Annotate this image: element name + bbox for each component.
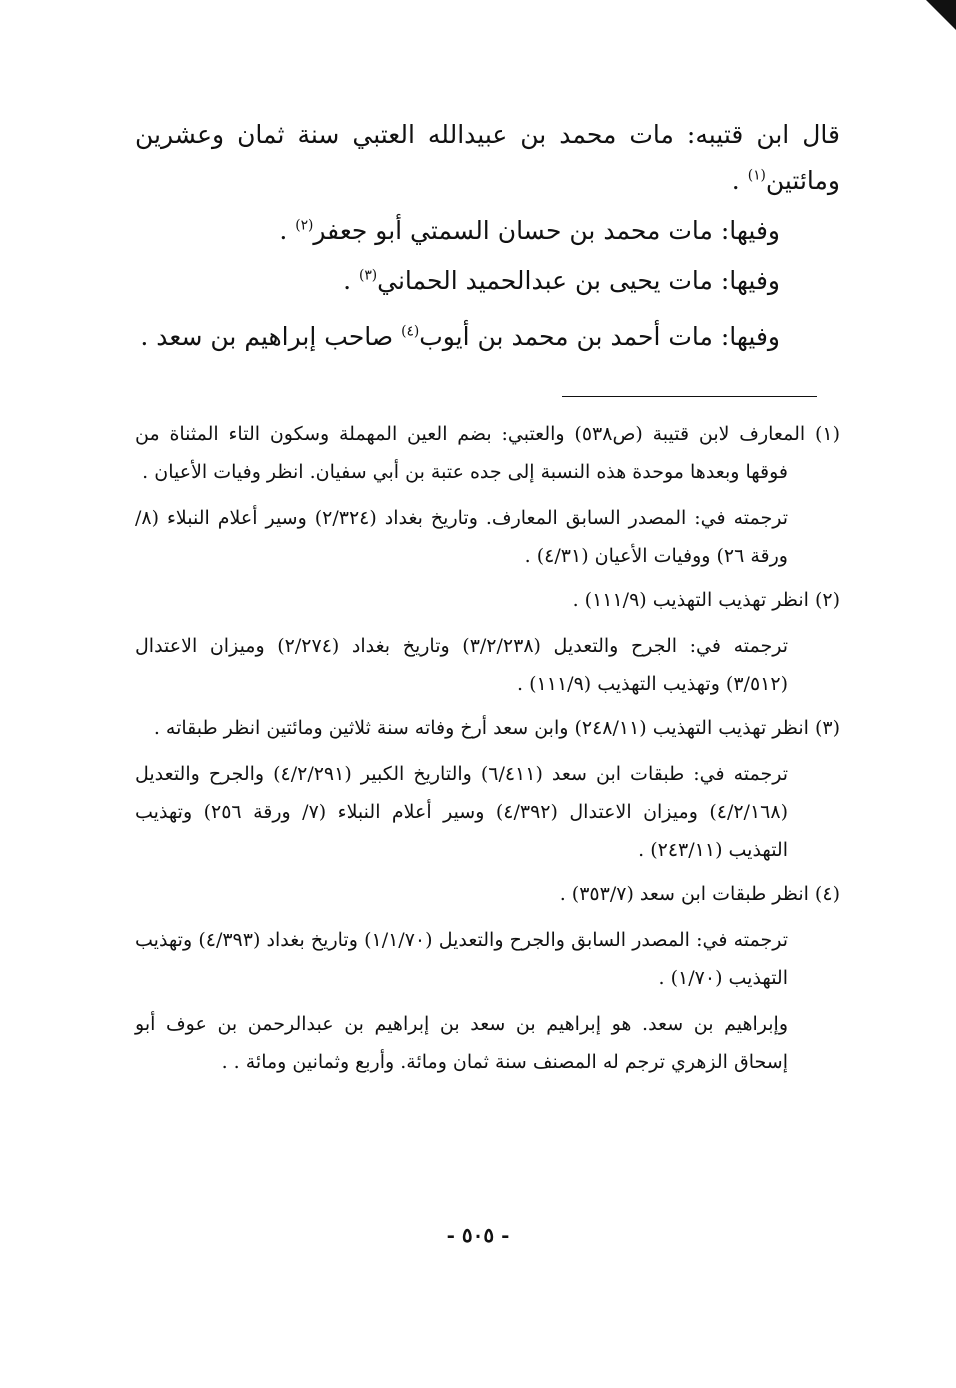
main-paragraph-2: وفيها: مات محمد بن حسان السمتي أبو جعفر$^{(٢)}$ . — [279, 216, 780, 245]
footnote-1-translation: ترجمته في: المصدر السابق المعارف. وتاريخ بغداد (٢/٣٢٤) وسير أعلام النبلاء (٨/ ورقة ٢٦) ووفيات الأعيان (٤/٣١) . — [135, 507, 788, 567]
footnote-4: (٤) انظر طبقات ابن سعد (٣٥٣/٧) . — [559, 883, 840, 905]
footnote-ref-4[interactable]: (٤) — [401, 323, 420, 340]
main-paragraph-1: قال ابن قتيبه: مات محمد بن عبيدالله العتبي سنة ثمان وعشرين ومائتين$^{(١)}$ . — [135, 120, 840, 195]
footnote-4-translation: ترجمته في: المصدر السابق والجرح والتعديل (١/١/٧٠) وتاريخ بغداد (٤/٣٩٣) وتهذيب التهذيب (١/٧٠) . — [135, 929, 789, 989]
footnote-1: (١) المعارف لابن قتيبة (ص٥٣٨) والعتبي: بضم العين المهملة وسكون التاء المثناة من فوقها وبعدها موحدة هذه النسبة إلى جده عتبة بن أبي سفيان. انظر وفيات الأعيان . — [135, 423, 840, 483]
page-body — [135, 112, 840, 1081]
footnote-3-translation: ترجمته في: طبقات ابن سعد (٦/٤١١) والتاريخ الكبير (٤/٢/٢٩١) والجرح والتعديل (٤/٢/١٦٨) وميزان الاعتدال (٤/٣٩٢) وسير أعلام النبلاء (٧/ ورقة ٢٥٦) وتهذيب التهذيب (٢٤٣/١١) . — [135, 763, 788, 861]
footnote-separator — [562, 396, 817, 397]
footnote-4-extra: وإبراهيم بن سعد. هو إبراهيم بن سعد بن إبراهيم بن عبدالرحمن بن عوف أبو إسحاق الزهري ترجم له المصنف سنة ثمان ومائة. وأربع وثمانين ومائة . . — [135, 1013, 788, 1073]
footnote-ref-3[interactable]: (٣) — [359, 267, 378, 284]
footnote-2-translation: ترجمته في: الجرح والتعديل (٣/٢/٢٣٨) وتاريخ بغداد (٢/٢٧٤) وميزان الاعتدال (٣/٥١٢) وتهذيب التهذيب (١١١/٩) . — [135, 635, 788, 695]
footnote-2: (٢) انظر تهذيب التهذيب (١١١/٩) . — [572, 589, 840, 611]
footnote-ref-1[interactable]: (١) — [747, 167, 766, 184]
main-paragraph-3: وفيها: مات يحيى بن عبدالحميد الحماني$^{(٣)}$ . — [343, 266, 780, 295]
footnote-ref-2[interactable]: (٢) — [295, 217, 314, 234]
footnotes — [135, 415, 840, 1081]
page-number: - ٥٠٥ - — [446, 1223, 510, 1247]
main-text — [135, 112, 840, 366]
footnote-3: (٣) انظر تهذيب التهذيب (٢٤٨/١١) وابن سعد أرخ وفاته سنة ثلاثين ومائتين انظر طبقاته . — [153, 717, 840, 739]
page-corner-mark — [926, 0, 956, 30]
main-paragraph-4: وفيها: مات أحمد بن محمد بن أيوب$^{(٤)}$ صاحب إبراهيم بن سعد . — [140, 322, 780, 351]
